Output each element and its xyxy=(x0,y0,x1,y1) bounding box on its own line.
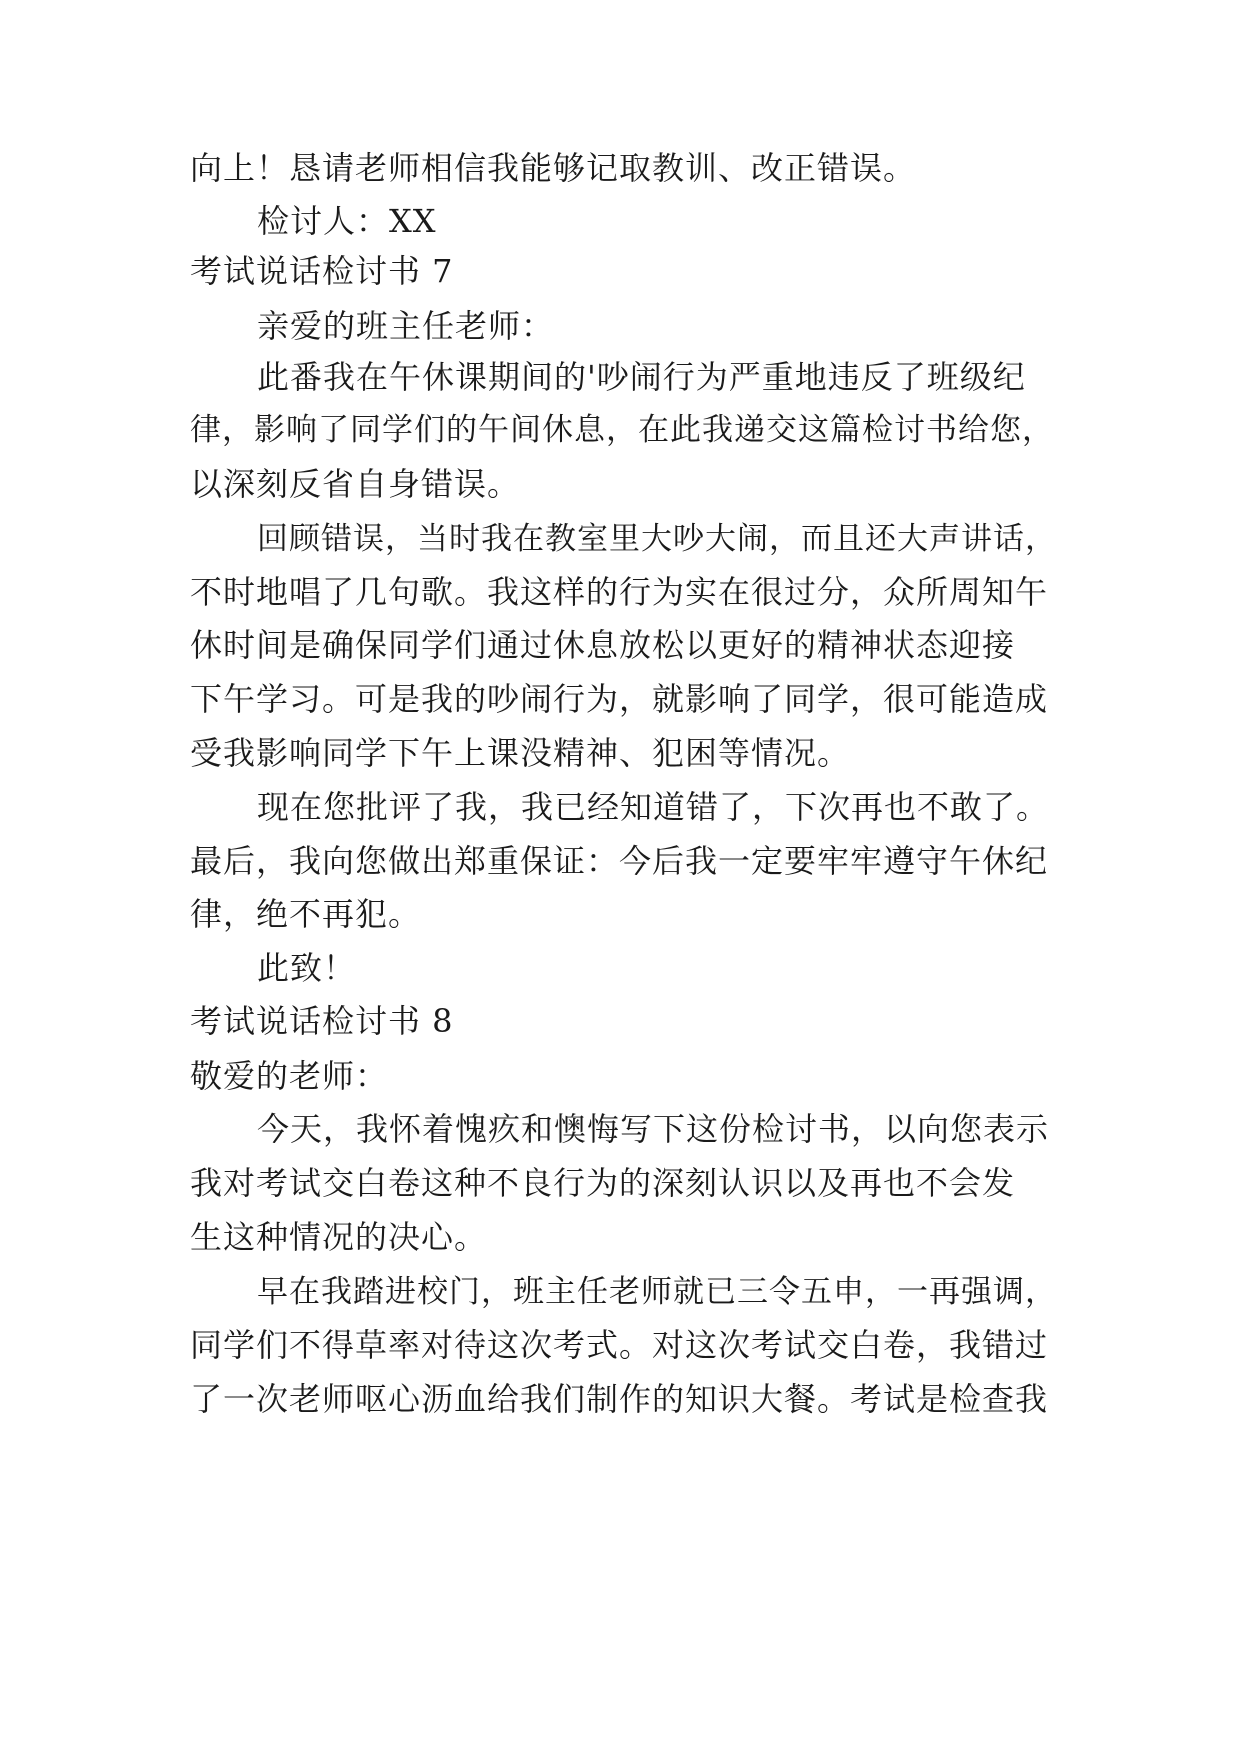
paragraph-line: 下午学习。可是我的吵闹行为，就影响了同学，很可能造成 xyxy=(190,680,1049,718)
paragraph-line: 生这种情况的决心。 xyxy=(190,1218,488,1256)
paragraph-line: 同学们不得草率对待这次考式。对这次考试交白卷，我错过 xyxy=(190,1326,1049,1364)
paragraph-line: 了一次老师呕心沥血给我们制作的知识大餐。考试是检查我 xyxy=(190,1380,1049,1418)
salutation: 敬爱的老师： xyxy=(190,1057,389,1095)
text-line: 向上！恳请老师相信我能够记取教训、改正错误。 xyxy=(190,149,917,187)
paragraph-line: 现在您批评了我，我已经知道错了，下次再也不敢了。 xyxy=(257,788,1050,826)
paragraph-line: 不时地唱了几句歌。我这样的行为实在很过分，众所周知午 xyxy=(190,573,1049,611)
paragraph-line: 我对考试交白卷这种不良行为的深刻认识以及再也不会发 xyxy=(190,1164,1016,1202)
closing-line: 此致！ xyxy=(257,949,357,987)
paragraph-line: 律，影响了同学们的午间休息，在此我递交这篇检讨书给您， xyxy=(190,412,1054,448)
paragraph-line: 休时间是确保同学们通过休息放松以更好的精神状态迎接 xyxy=(190,626,1016,664)
section-heading: 考试说话检讨书 8 xyxy=(190,1002,454,1040)
section-heading: 考试说话检讨书 7 xyxy=(190,252,454,290)
signature-line: 检讨人：XX xyxy=(257,202,437,240)
paragraph-line: 以深刻反省自身错误。 xyxy=(190,465,521,503)
paragraph-line: 律，绝不再犯。 xyxy=(190,895,422,933)
paragraph-line: 回顾错误，当时我在教室里大吵大闹，而且还大声讲话， xyxy=(257,521,1057,557)
paragraph-line: 此番我在午休课期间的'吵闹行为严重地违反了班级纪 xyxy=(257,358,1026,396)
salutation: 亲爱的班主任老师： xyxy=(257,307,555,345)
paragraph-line: 受我影响同学下午上课没精神、犯困等情况。 xyxy=(190,734,851,772)
paragraph-line: 今天，我怀着愧疚和懊悔写下这份检讨书，以向您表示 xyxy=(257,1110,1050,1148)
paragraph-line: 最后，我向您做出郑重保证：今后我一定要牢牢遵守午休纪 xyxy=(190,842,1049,880)
paragraph-line: 早在我踏进校门，班主任老师就已三令五申，一再强调， xyxy=(257,1274,1057,1310)
